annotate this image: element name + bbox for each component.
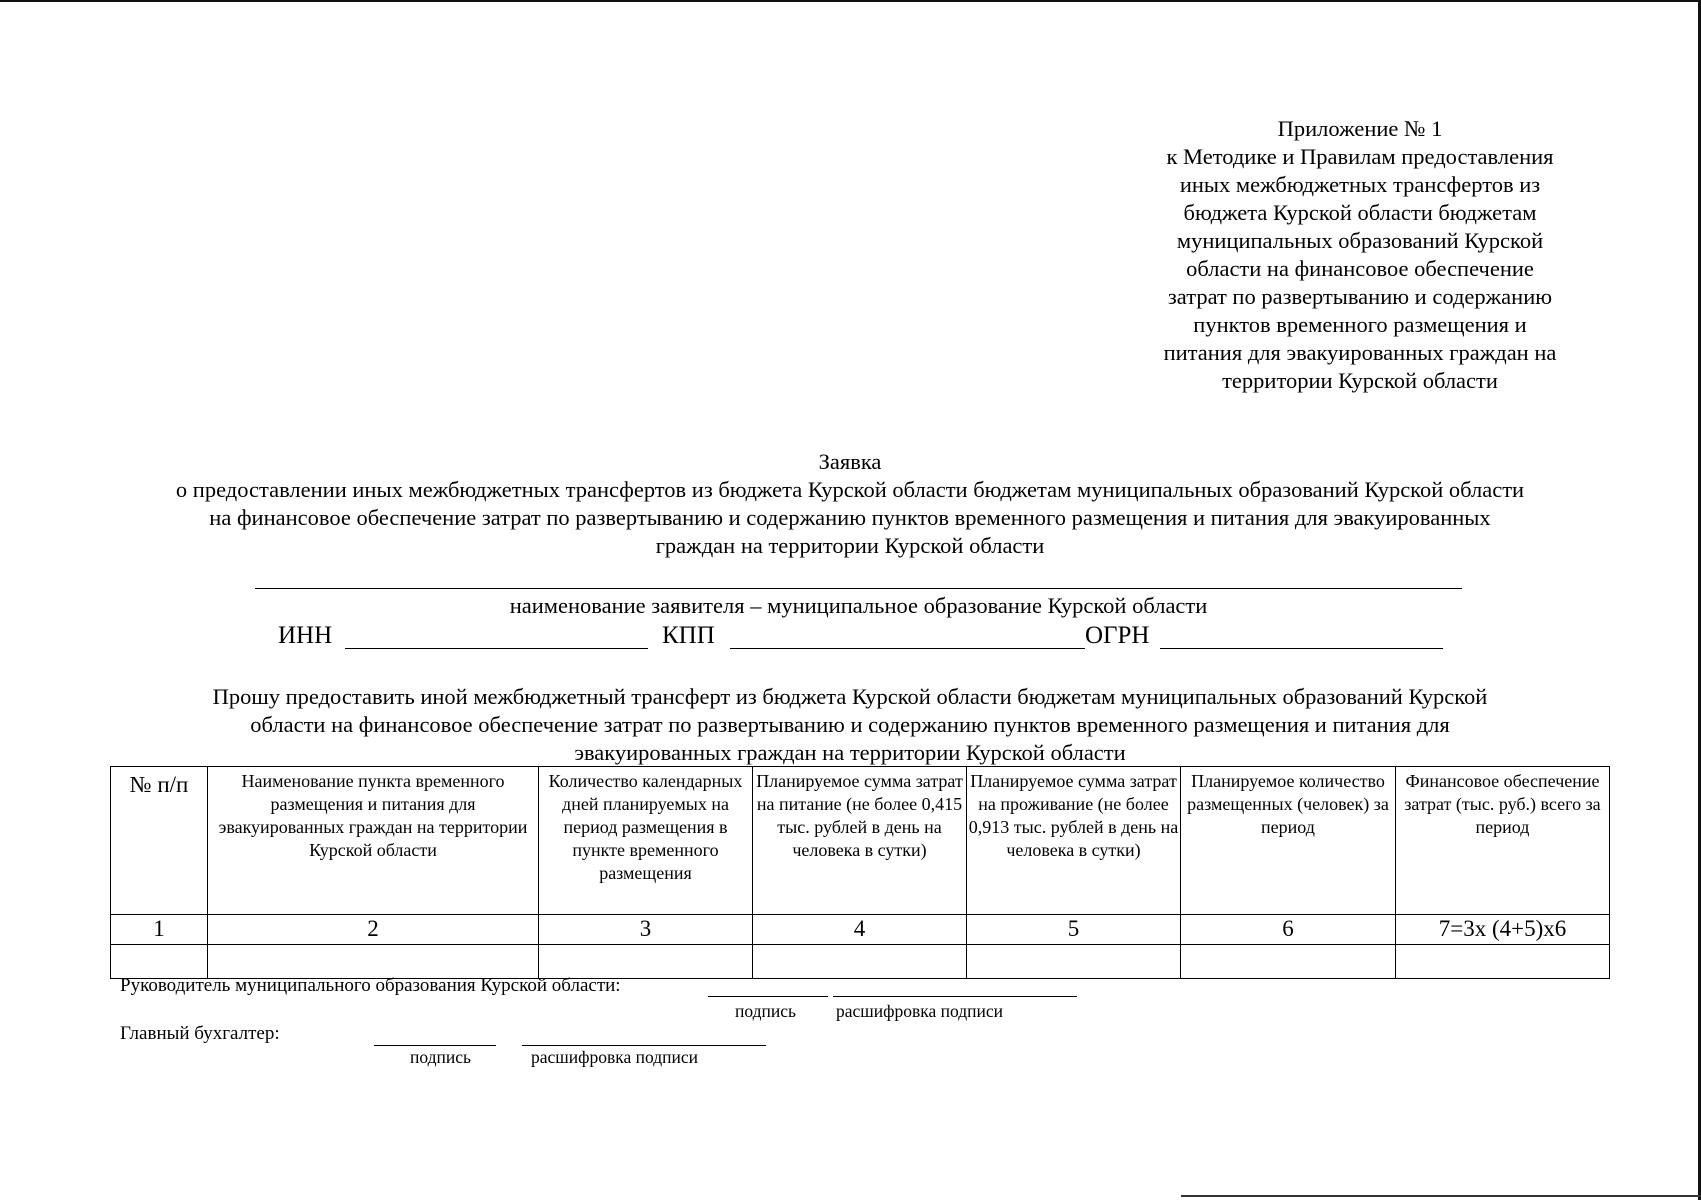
header-cell: Наименование пункта временного размещения и питания для эвакуированных граждан на территории Курской области — [208, 767, 539, 915]
appendix-header — [1150, 115, 1570, 395]
appendix-line: пунктов временного размещения и — [1193, 312, 1527, 337]
title-line: граждан на территории Курской области — [655, 533, 1045, 558]
table-input-cell[interactable] — [1181, 945, 1396, 979]
appendix-line: области на финансовое обеспечение — [1186, 256, 1534, 281]
table-header-row — [111, 767, 1610, 915]
applicant-caption: наименование заявителя – муниципальное образование Курской области — [509, 593, 1208, 618]
header-cell: Планируемое сумма затрат на питание (не более 0,415 тыс. рублей в день на человека в сутки) — [753, 767, 967, 915]
head-signature-label: Руководитель муниципального образования Курской области: — [120, 975, 621, 996]
head-sign-caption: подпись — [735, 1001, 796, 1021]
header-cell: Планируемое количество размещенных (человек) за период — [1181, 767, 1396, 915]
column-number-cell: 7=3х (4+5)х6 — [1396, 915, 1610, 945]
appendix-line: питания для эвакуированных граждан на — [1163, 340, 1557, 365]
column-number-cell: 6 — [1181, 915, 1396, 945]
appendix-line: Приложение № 1 — [1277, 116, 1443, 141]
ogrn-field[interactable] — [1160, 648, 1443, 649]
header-cell: № п/п — [111, 767, 208, 915]
head-decode-field[interactable] — [833, 996, 1077, 997]
title-line: на финансовое обеспечение затрат по развертыванию и содержанию пунктов временного размещения и питания для эвакуированных — [209, 505, 1491, 530]
table-input-cell[interactable] — [753, 945, 967, 979]
head-signature-field[interactable] — [708, 996, 828, 997]
request-line: области на финансовое обеспечение затрат по развертыванию и содержанию пунктов временного размещения и питания для — [250, 712, 1450, 737]
appendix-line: муниципальных образований Курской — [1176, 228, 1544, 253]
table-numbering-row — [111, 915, 1610, 945]
table-input-cell[interactable] — [1396, 945, 1610, 979]
column-number-cell: 4 — [753, 915, 967, 945]
applicant-name-field[interactable] — [255, 588, 1462, 589]
accountant-signature-label: Главный бухгалтер: — [120, 1023, 280, 1044]
appendix-line: территории Курской области — [1222, 368, 1498, 393]
table-input-cell[interactable] — [967, 945, 1181, 979]
request-line: эвакуированных граждан на территории Курской области — [574, 740, 1126, 765]
document-title — [110, 448, 1590, 560]
inn-label: ИНН — [278, 622, 333, 649]
appendix-line: бюджета Курской области бюджетам — [1183, 200, 1537, 225]
header-cell: Финансовое обеспечение затрат (тыс. руб.) всего за период — [1396, 767, 1610, 915]
header-cell: Планируемое сумма затрат на проживание (не более 0,913 тыс. рублей в день на человека в сутки) — [967, 767, 1181, 915]
scan-edge-top — [0, 0, 1701, 2]
kpp-label: КПП — [662, 622, 715, 649]
column-number-cell: 5 — [967, 915, 1181, 945]
ogrn-label: ОГРН — [1085, 622, 1150, 649]
kpp-field[interactable] — [730, 648, 1085, 649]
column-number-cell: 3 — [539, 915, 753, 945]
title-line: о предоставлении иных межбюджетных трансфертов из бюджета Курской области бюджетам муниципальных образований Курской области — [175, 477, 1525, 502]
request-paragraph — [110, 683, 1590, 767]
column-number-cell: 2 — [208, 915, 539, 945]
accountant-sign-caption: подпись — [410, 1047, 471, 1067]
inn-field[interactable] — [345, 648, 648, 649]
title-heading: Заявка — [818, 449, 882, 474]
appendix-line: затрат по развертыванию и содержанию — [1167, 284, 1553, 309]
request-line: Прошу предоставить иной межбюджетный трансферт из бюджета Курской области бюджетам муниципальных образований Курской — [212, 684, 1488, 709]
column-number-cell: 1 — [111, 915, 208, 945]
request-table — [110, 766, 1610, 979]
accountant-decode-caption: расшифровка подписи — [531, 1047, 698, 1067]
head-decode-caption: расшифровка подписи — [836, 1001, 1003, 1021]
header-cell: Количество календарных дней планируемых на период размещения в пункте временного размещения — [539, 767, 753, 915]
appendix-line: иных межбюджетных трансфертов из — [1179, 172, 1541, 197]
scan-edge-bottom — [1181, 1195, 1701, 1197]
appendix-line: к Методике и Правилам предоставления — [1166, 144, 1554, 169]
